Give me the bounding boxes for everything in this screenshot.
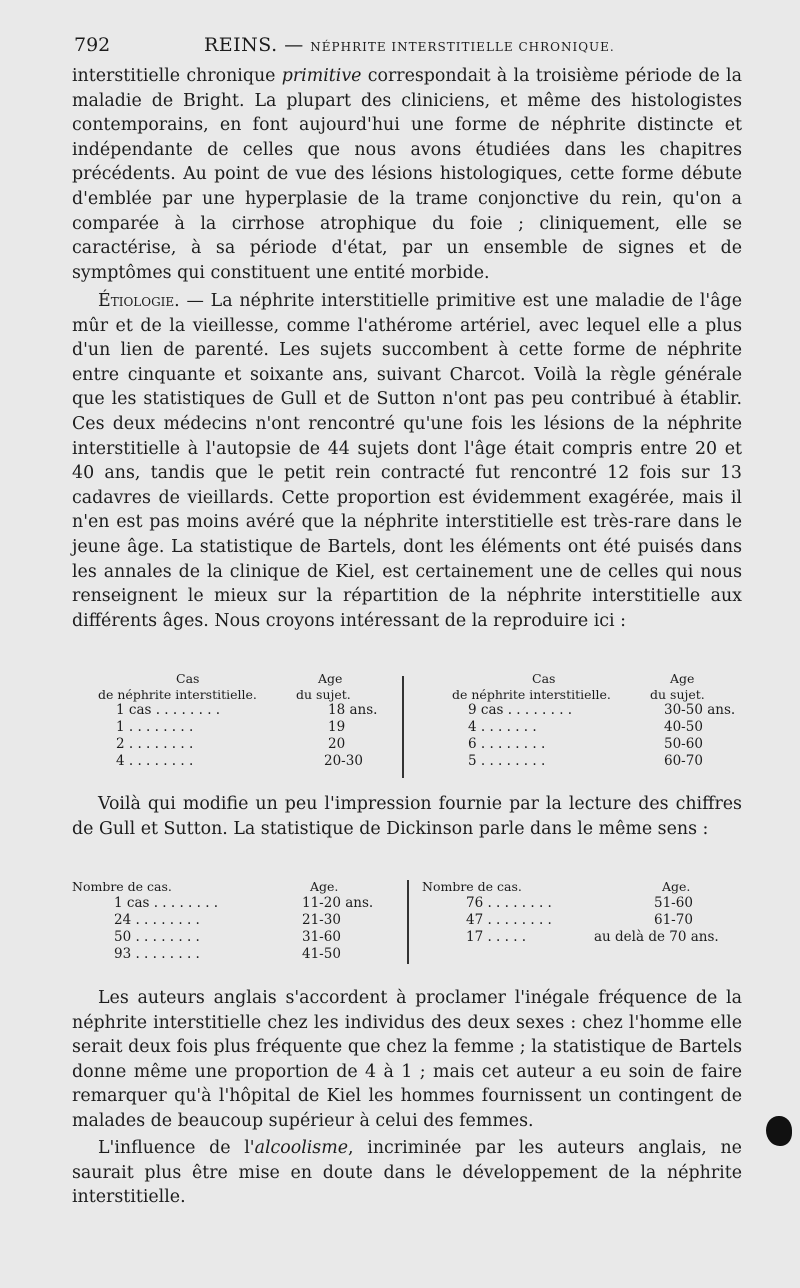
running-title-main: REINS. — [204,34,304,56]
paragraph-intro-text-2: correspondait à la troisième période de la maladie de Bright. La plupart des cliniciens, et même des histologistes contemporains, en font aujourd'hui une forme de néphrite distincte et indépendante de celles que nous avons étudiées dans les chapitres précédents. Au point de vue des lésions histologiques, cette forme débute d'emblée par une hyperplasie de la trame conjonctive du rein, qu'on a comparée à la cirrhose atrophique du foie ; cliniquement, elle se caractérise, à sa période d'état, par un ensemble de signes et de symptômes qui constituent une entité morbide. [72,66,742,283]
emphasis-alcoolisme: alcoolisme [254,1138,349,1158]
cell-cas: 24 . . . . . . . . [114,912,200,928]
ink-blot [766,1116,792,1146]
table-row [468,719,738,736]
cell-cas: 47 . . . . . . . . [466,912,552,928]
dickinson-left-rows [114,895,414,963]
cell-age: 50-60 [664,736,703,752]
table-row [466,912,746,929]
header-nephrite: de néphrite interstitielle. [452,687,611,702]
bartels-left-rows [116,702,386,770]
emphasis-primitive: primitive [281,66,362,86]
cell-age: 18 ans. [328,702,378,718]
cell-age: 41-50 [302,946,341,962]
table-row [116,719,386,736]
cell-cas: 93 . . . . . . . . [114,946,200,962]
cell-cas: 76 . . . . . . . . [466,895,552,911]
dickinson-right-rows [466,895,746,946]
table-row [466,929,746,946]
table-row [116,702,386,719]
page-header [74,30,754,60]
cell-cas: 1 cas . . . . . . . . [116,702,221,718]
paragraph-dickinson: Voilà qui modifie un peu l'impression fournie par la lecture des chiffres de Gull et Sutton. La statistique de Dickinson parle dans le même sens : [72,794,742,839]
bartels-table [96,670,736,780]
header-nombre: Nombre de cas. [72,879,172,894]
cell-age: 20-30 [324,753,363,769]
header-age: Age. [310,879,339,894]
table-row [114,912,414,929]
paragraph-etiologie-text: — La néphrite interstitielle primitive est une maladie de l'âge mûr et de la vieillesse, comme l'athérome artériel, avec lequel elle a plus d'un lien de parenté. Les sujets succombent à cette forme de néphrite entre cinquante et soixante ans, suivant Charcot. Voilà la règle générale que les statistiques de Gull et de Sutton n'ont pas peu contribué à établir. Ces deux médecins n'ont rencontré qu'une fois les lésions de la néphrite interstitielle à l'autopsie de 44 sujets dont l'âge était compris entre 20 et 40 ans, tandis que le petit rein contracté fut rencontré 12 fois sur 13 cadavres de vieillards. Cette proportion est évidemment exagérée, mais il n'en est pas moins avéré que la néphrite interstitielle est très-rare dans le jeune âge. La statistique de Bartels, dont les éléments ont été puisés dans les annales de la clinique de Kiel, est certainement une de celles qui nous renseignent le mieux sur la répartition de la néphrite interstitielle aux différents âges. Nous croyons intéressant de la reproduire ici : [72,291,742,631]
dickinson-right-header [422,878,742,895]
table-row [468,753,738,770]
table-row [114,929,414,946]
header-age: Age [318,671,343,686]
bartels-right-header [452,670,742,704]
cell-cas: 9 cas . . . . . . . . [468,702,573,718]
cell-age: 21-30 [302,912,341,928]
paragraph-alcoolisme-text-2: , incriminée par les auteurs anglais, ne saurait plus être mise en doute dans le développement de la néphrite interstitielle. [72,1138,742,1208]
paragraph-etiologie [72,289,742,633]
cell-cas: 6 . . . . . . . . [468,736,546,752]
running-title-sub: NÉPHRITE INTERSTITIELLE CHRONIQUE. [310,40,615,54]
table-row [468,736,738,753]
cell-cas: 4 . . . . . . . . [116,753,194,769]
header-age: Age. [662,879,691,894]
cell-age: 51-60 [654,895,693,911]
cell-age: 30-50 ans. [664,702,736,718]
table-row [116,736,386,753]
cell-age: 19 [328,719,346,735]
table-divider [402,676,404,778]
header-cas: Cas [532,671,556,686]
running-title [204,30,615,62]
section-heading-etiologie: Étiologie. [98,291,180,311]
paragraph-alcoolisme [72,1136,742,1210]
table-row [116,753,386,770]
table-row [114,895,414,912]
header-sujet: du sujet. [650,687,705,702]
paragraph-alcoolisme-text-1: L'influence de l' [98,1138,255,1158]
table-divider [407,880,409,964]
cell-cas: 5 . . . . . . . . [468,753,546,769]
header-nephrite: de néphrite interstitielle. [98,687,257,702]
paragraph-intro-text-1: interstitielle chronique [72,66,282,86]
paragraph-sexes: Les auteurs anglais s'accordent à proclamer l'inégale fréquence de la néphrite interstitielle chez les individus des deux sexes : chez l'homme elle serait deux fois plus fréquente que chez la femme ; la statistique de Bartels donne même une proportion de 4 à 1 ; mais cet auteur a eu soin de faire remarquer qu'à l'hôpital de Kiel les hommes fournissent un contingent de malades de beaucoup supérieur à celui des femmes. [72,988,742,1131]
table-row [114,946,414,963]
header-sujet: du sujet. [296,687,351,702]
cell-age: au delà de 70 ans. [594,929,719,945]
cell-cas: 2 . . . . . . . . [116,736,194,752]
cell-age: 20 [328,736,346,752]
header-age: Age [670,671,695,686]
cell-cas: 1 cas . . . . . . . . [114,895,219,911]
page-number: 792 [74,34,111,56]
bartels-right-rows [468,702,738,770]
cell-age: 31-60 [302,929,341,945]
header-cas: Cas [176,671,200,686]
cell-cas: 4 . . . . . . . [468,719,537,735]
cell-age: 11-20 ans. [302,895,374,911]
cell-cas: 50 . . . . . . . . [114,929,200,945]
cell-cas: 17 . . . . . [466,929,527,945]
cell-age: 60-70 [664,753,703,769]
bartels-left-header [96,670,396,704]
dickinson-left-header [72,878,402,895]
paragraph-intro [72,64,742,285]
cell-cas: 1 . . . . . . . . [116,719,194,735]
cell-age: 61-70 [654,912,693,928]
header-nombre: Nombre de cas. [422,879,522,894]
table-row [468,702,738,719]
table-row [466,895,746,912]
cell-age: 40-50 [664,719,703,735]
